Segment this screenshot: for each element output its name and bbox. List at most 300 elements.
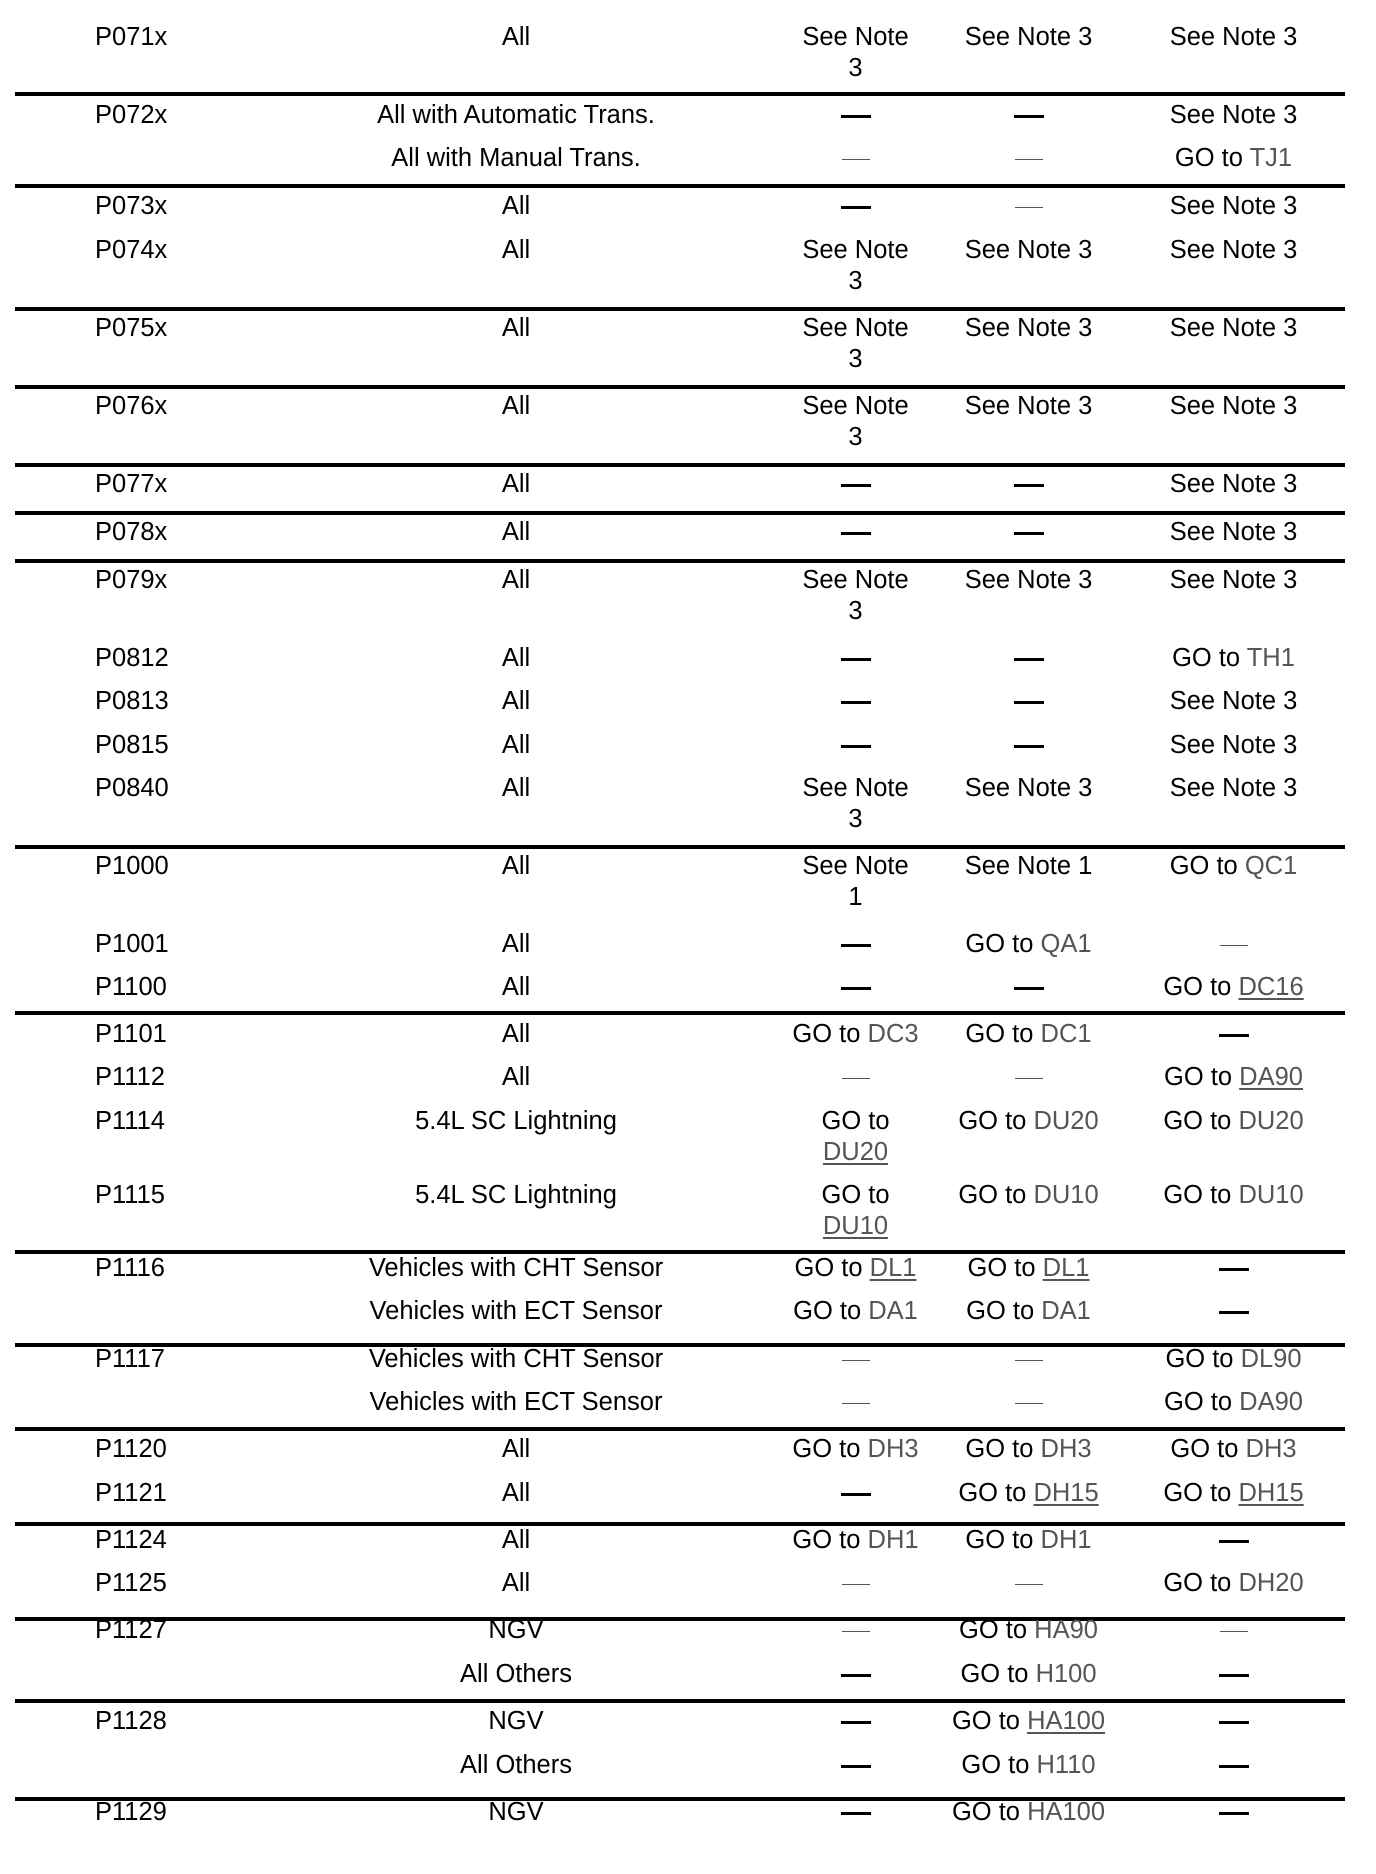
application-cell: NGV	[488, 1707, 544, 1735]
test-continuous-cell	[1125, 773, 1342, 804]
test-kora-cell	[935, 143, 1122, 174]
not-applicable-dash	[1014, 658, 1044, 661]
test-kora-cell	[935, 391, 1122, 422]
dtc-code: P1125	[95, 1569, 167, 1597]
pinpoint-test-ref: DA1	[1041, 1297, 1091, 1325]
dtc-code: P071x	[95, 23, 168, 51]
application-cell: Vehicles with ECT Sensor	[369, 1297, 663, 1325]
test-kora-cell	[935, 1180, 1122, 1211]
test-koeo-cell	[779, 565, 932, 627]
test-koeo-cell	[779, 1659, 932, 1690]
test-kora-cell	[935, 1387, 1122, 1418]
go-to-text: GO to	[1163, 1569, 1232, 1597]
test-kora-cell	[935, 730, 1122, 761]
dtc-code: P076x	[95, 392, 168, 420]
pinpoint-test-ref: DU20	[1238, 1107, 1304, 1135]
test-continuous-cell	[1125, 1387, 1342, 1418]
test-kora-cell	[935, 1750, 1122, 1781]
not-applicable-dash	[1014, 532, 1044, 535]
test-koeo-cell	[779, 1387, 932, 1418]
test-continuous-cell	[1125, 643, 1342, 674]
not-applicable-dash	[842, 1360, 870, 1361]
test-koeo-cell	[779, 1568, 932, 1599]
test-koeo-cell	[779, 1253, 932, 1284]
application-cell: All	[501, 1020, 531, 1048]
pinpoint-test-ref: DA90	[1239, 1388, 1303, 1416]
not-applicable-dash	[1014, 987, 1044, 990]
dtc-code: P0812	[95, 644, 169, 672]
test-koeo-cell	[779, 235, 932, 297]
test-continuous-cell	[1125, 1615, 1342, 1646]
go-to-text: GO to	[966, 1297, 1035, 1325]
go-to-text: GO to	[792, 1526, 861, 1554]
dtc-code: P074x	[95, 236, 168, 264]
dtc-code: P0813	[95, 687, 169, 715]
test-kora-cell	[935, 1296, 1122, 1327]
test-kora-cell	[935, 1706, 1122, 1737]
test-kora-cell	[935, 22, 1122, 53]
application-cell: All	[501, 973, 531, 1001]
go-to-text: GO to	[792, 1435, 861, 1463]
row-rule	[15, 307, 1345, 311]
application-cell: All	[501, 852, 531, 880]
test-koeo-cell	[779, 1344, 932, 1375]
application-cell: 5.4L SC Lightning	[415, 1107, 617, 1135]
test-kora-cell	[935, 565, 1122, 596]
test-continuous-cell	[1125, 1525, 1342, 1556]
test-kora-cell	[935, 100, 1122, 131]
pinpoint-test-link[interactable]: DU20	[822, 1138, 889, 1166]
application-cell: All	[501, 470, 531, 498]
application-cell: All with Manual Trans.	[391, 144, 641, 172]
go-to-text: GO to	[961, 1751, 1030, 1779]
pinpoint-test-ref: DH1	[1040, 1526, 1092, 1554]
application-cell: All	[501, 518, 531, 546]
dtc-code: P1117	[95, 1345, 165, 1373]
test-koeo-cell	[779, 972, 932, 1003]
test-koeo-cell	[779, 1296, 932, 1327]
not-applicable-dash	[841, 987, 871, 990]
see-note-text: See Note 3	[802, 236, 909, 295]
pinpoint-test-ref: DA1	[868, 1297, 918, 1325]
not-applicable-dash	[842, 159, 870, 160]
go-to-text: GO to	[1163, 1479, 1232, 1507]
test-kora-cell	[935, 1106, 1122, 1137]
see-note-text: See Note 3	[802, 314, 909, 373]
application-cell: All	[501, 392, 531, 420]
not-applicable-dash	[841, 1493, 871, 1496]
test-kora-cell	[935, 1344, 1122, 1375]
pinpoint-test-ref: DH3	[1040, 1435, 1092, 1463]
test-kora-cell	[935, 686, 1122, 717]
dtc-code: P1001	[95, 930, 169, 958]
not-applicable-dash	[842, 1078, 870, 1079]
test-continuous-cell	[1125, 1344, 1342, 1375]
row-rule	[15, 845, 1345, 849]
test-kora-cell	[935, 1478, 1122, 1509]
pinpoint-test-ref: DU10	[1238, 1181, 1304, 1209]
not-applicable-dash	[1014, 115, 1044, 118]
test-kora-cell	[935, 1019, 1122, 1050]
test-koeo-cell	[779, 100, 932, 131]
test-continuous-cell	[1125, 1659, 1342, 1690]
dtc-code: P1112	[95, 1063, 165, 1091]
go-to-text: GO to	[1163, 1107, 1232, 1135]
application-cell: All	[501, 236, 531, 264]
see-note-text: See Note 3	[802, 23, 909, 82]
go-to-text: GO to	[1163, 973, 1232, 1001]
test-continuous-cell	[1125, 1062, 1342, 1093]
see-note-text: See Note 3	[1169, 518, 1298, 546]
test-koeo-cell	[779, 1706, 932, 1737]
not-applicable-dash	[1219, 1034, 1249, 1037]
see-note-text: See Note 3	[1169, 566, 1298, 594]
go-to-text: GO to	[967, 1254, 1036, 1282]
test-continuous-cell	[1125, 1706, 1342, 1737]
not-applicable-dash	[1220, 1631, 1248, 1632]
not-applicable-dash	[841, 1721, 871, 1724]
see-note-text: See Note 3	[1169, 774, 1298, 802]
test-continuous-cell	[1125, 686, 1342, 717]
not-applicable-dash	[1219, 1311, 1249, 1314]
see-note-text: See Note 1	[802, 852, 909, 911]
see-note-text: See Note 3	[1169, 392, 1298, 420]
test-kora-cell	[935, 643, 1122, 674]
see-note-text: See Note 3	[1169, 731, 1298, 759]
dtc-code: P1124	[95, 1526, 167, 1554]
test-koeo-cell	[779, 1106, 932, 1168]
test-continuous-cell	[1125, 517, 1342, 548]
dtc-code: P1129	[95, 1798, 167, 1826]
see-note-text: See Note 3	[964, 23, 1093, 51]
go-to-text: GO to	[1165, 1345, 1234, 1373]
test-continuous-cell	[1125, 565, 1342, 596]
pinpoint-test-link[interactable]: DL1	[869, 1254, 917, 1282]
go-to-text: GO to	[1169, 852, 1238, 880]
test-continuous-cell	[1125, 1019, 1342, 1050]
test-koeo-cell	[779, 391, 932, 453]
test-continuous-cell	[1125, 1478, 1342, 1509]
test-koeo-cell	[779, 1019, 932, 1050]
test-kora-cell	[935, 1797, 1122, 1828]
application-cell: All Others	[460, 1660, 572, 1688]
test-koeo-cell	[779, 1180, 932, 1242]
test-continuous-cell	[1125, 851, 1342, 882]
dtc-code: P073x	[95, 192, 168, 220]
see-note-text: See Note 3	[964, 314, 1093, 342]
test-koeo-cell	[779, 143, 932, 174]
test-koeo-cell	[779, 643, 932, 674]
go-to-text: GO to	[794, 1254, 863, 1282]
dtc-code: P1116	[95, 1254, 165, 1282]
dtc-code: P1101	[95, 1020, 167, 1048]
not-applicable-dash	[1219, 1812, 1249, 1815]
row-rule	[15, 184, 1345, 188]
not-applicable-dash	[841, 1674, 871, 1677]
test-koeo-cell	[779, 1478, 932, 1509]
pinpoint-test-link[interactable]: HA100	[1027, 1707, 1106, 1735]
test-kora-cell	[935, 929, 1122, 960]
not-applicable-dash	[842, 1584, 870, 1585]
row-rule	[15, 463, 1345, 467]
see-note-text: See Note 3	[1169, 470, 1298, 498]
not-applicable-dash	[1220, 945, 1248, 946]
test-continuous-cell	[1125, 1180, 1342, 1211]
row-rule	[15, 511, 1345, 515]
test-kora-cell	[935, 1568, 1122, 1599]
test-continuous-cell	[1125, 1106, 1342, 1137]
dtc-code: P0840	[95, 774, 169, 802]
go-to-text: GO to	[951, 1798, 1020, 1826]
pinpoint-test-ref: DU10	[1033, 1181, 1099, 1209]
test-koeo-cell	[779, 851, 932, 913]
row-rule	[15, 92, 1345, 96]
not-applicable-dash	[841, 745, 871, 748]
pinpoint-test-ref: DC3	[867, 1020, 919, 1048]
test-continuous-cell	[1125, 1296, 1342, 1327]
test-continuous-cell	[1125, 22, 1342, 53]
test-continuous-cell	[1125, 1434, 1342, 1465]
not-applicable-dash	[1219, 1540, 1249, 1543]
application-cell: All	[501, 1569, 531, 1597]
go-to-text: GO to	[958, 1107, 1027, 1135]
test-continuous-cell	[1125, 100, 1342, 131]
dtc-code: P1120	[95, 1435, 167, 1463]
application-cell: All	[501, 930, 531, 958]
application-cell: All	[501, 23, 531, 51]
not-applicable-dash	[1219, 1268, 1249, 1271]
dtc-code: P1115	[95, 1181, 165, 1209]
test-koeo-cell	[779, 929, 932, 960]
not-applicable-dash	[841, 701, 871, 704]
not-applicable-dash	[842, 1403, 870, 1404]
dtc-code: P0815	[95, 731, 169, 759]
see-note-text: See Note 3	[802, 566, 909, 625]
not-applicable-dash	[841, 115, 871, 118]
test-kora-cell	[935, 1615, 1122, 1646]
go-to-text: GO to	[958, 1479, 1027, 1507]
see-note-text: See Note 3	[1169, 192, 1298, 220]
test-koeo-cell	[779, 773, 932, 835]
application-cell: Vehicles with ECT Sensor	[369, 1388, 663, 1416]
not-applicable-dash	[841, 484, 871, 487]
application-cell: All	[501, 774, 531, 802]
go-to-text: GO to	[1172, 644, 1241, 672]
see-note-text: See Note 3	[964, 566, 1093, 594]
test-koeo-cell	[779, 1615, 932, 1646]
pinpoint-test-ref: QC1	[1244, 852, 1298, 880]
application-cell: Vehicles with CHT Sensor	[368, 1254, 664, 1282]
test-continuous-cell	[1125, 972, 1342, 1003]
pinpoint-test-ref: DU20	[1033, 1107, 1099, 1135]
not-applicable-dash	[1014, 701, 1044, 704]
see-note-text: See Note 3	[964, 236, 1093, 264]
pinpoint-test-ref: H110	[1036, 1751, 1096, 1779]
application-cell: All	[501, 731, 531, 759]
test-kora-cell	[935, 191, 1122, 222]
dtc-code: P1100	[95, 973, 167, 1001]
test-continuous-cell	[1125, 469, 1342, 500]
dtc-code: P078x	[95, 518, 168, 546]
not-applicable-dash	[1219, 1674, 1249, 1677]
pinpoint-test-link[interactable]: DH15	[1033, 1479, 1099, 1507]
pinpoint-test-ref: DH3	[867, 1435, 919, 1463]
not-applicable-dash	[841, 1812, 871, 1815]
see-note-text: See Note 1	[964, 852, 1093, 880]
not-applicable-dash	[1015, 159, 1043, 160]
not-applicable-dash	[1219, 1721, 1249, 1724]
test-kora-cell	[935, 1525, 1122, 1556]
dtc-code: P1000	[95, 852, 169, 880]
go-to-text: GO to	[958, 1181, 1027, 1209]
test-koeo-cell	[779, 1750, 932, 1781]
pinpoint-test-ref: DL90	[1240, 1345, 1302, 1373]
test-kora-cell	[935, 851, 1122, 882]
see-note-text: See Note 3	[964, 774, 1093, 802]
test-kora-cell	[935, 469, 1122, 500]
not-applicable-dash	[1015, 1360, 1043, 1361]
test-koeo-cell	[779, 517, 932, 548]
application-cell: All	[501, 1479, 531, 1507]
pinpoint-test-link[interactable]: DA90	[1239, 1063, 1303, 1091]
test-continuous-cell	[1125, 1750, 1342, 1781]
see-note-text: See Note 3	[802, 392, 909, 451]
pinpoint-test-link[interactable]: DC16	[1238, 973, 1304, 1001]
application-cell: NGV	[488, 1616, 544, 1644]
application-cell: 5.4L SC Lightning	[415, 1181, 617, 1209]
not-applicable-dash	[1219, 1765, 1249, 1768]
not-applicable-dash	[842, 1631, 870, 1632]
go-to-text: GO to	[965, 1020, 1034, 1048]
application-cell: All	[501, 566, 531, 594]
go-to-text: GO to	[1164, 1388, 1233, 1416]
pinpoint-test-ref: H100	[1035, 1660, 1097, 1688]
see-note-text: See Note 3	[1169, 236, 1298, 264]
go-to-text: GO to	[965, 1526, 1034, 1554]
not-applicable-dash	[1015, 1403, 1043, 1404]
row-rule	[15, 1011, 1345, 1015]
test-kora-cell	[935, 1659, 1122, 1690]
test-koeo-cell	[779, 313, 932, 375]
not-applicable-dash	[1014, 484, 1044, 487]
go-to-text: GO to	[792, 1020, 861, 1048]
test-koeo-cell	[779, 730, 932, 761]
dtc-code: P1127	[95, 1616, 167, 1644]
test-kora-cell	[935, 235, 1122, 266]
see-note-text: See Note 3	[802, 774, 909, 833]
test-koeo-cell	[779, 686, 932, 717]
test-continuous-cell	[1125, 143, 1342, 174]
test-continuous-cell	[1125, 1253, 1342, 1284]
application-cell: All Others	[460, 1751, 572, 1779]
dtc-code: P1128	[95, 1707, 167, 1735]
dtc-code: P1114	[95, 1107, 165, 1135]
test-koeo-cell	[779, 1797, 932, 1828]
see-note-text: See Note 3	[1169, 23, 1298, 51]
test-continuous-cell	[1125, 391, 1342, 422]
pinpoint-test-ref: HA100	[1027, 1798, 1106, 1826]
go-to-text: GO to	[1164, 1063, 1233, 1091]
row-rule	[15, 385, 1345, 389]
application-cell: All	[501, 1063, 531, 1091]
not-applicable-dash	[1015, 207, 1043, 208]
application-cell: All	[501, 1435, 531, 1463]
go-to-text: GO to	[1170, 1435, 1239, 1463]
go-to-text: GO to	[965, 930, 1034, 958]
dtc-code: P072x	[95, 101, 168, 129]
go-to-text: GO to	[793, 1297, 862, 1325]
pinpoint-test-link[interactable]: DL1	[1042, 1254, 1090, 1282]
test-koeo-cell	[779, 22, 932, 84]
not-applicable-dash	[841, 944, 871, 947]
application-cell: Vehicles with CHT Sensor	[368, 1345, 664, 1373]
application-cell: All	[501, 192, 531, 220]
test-koeo-cell	[779, 1525, 932, 1556]
test-continuous-cell	[1125, 191, 1342, 222]
test-koeo-cell	[779, 191, 932, 222]
application-cell: All with Automatic Trans.	[377, 101, 655, 129]
see-note-text: See Note 3	[1169, 101, 1298, 129]
go-to-text: GO to	[1163, 1181, 1232, 1209]
dtc-code: P075x	[95, 314, 168, 342]
not-applicable-dash	[841, 1765, 871, 1768]
not-applicable-dash	[1015, 1584, 1043, 1585]
pinpoint-test-ref: DC1	[1040, 1020, 1092, 1048]
go-to-text: GO to	[965, 1435, 1034, 1463]
pinpoint-test-link[interactable]: DH15	[1238, 1479, 1304, 1507]
application-cell: All	[501, 314, 531, 342]
test-kora-cell	[935, 972, 1122, 1003]
pinpoint-test-ref: TJ1	[1249, 144, 1293, 172]
pinpoint-test-ref: DH20	[1238, 1569, 1304, 1597]
test-kora-cell	[935, 517, 1122, 548]
application-cell: All	[501, 1526, 531, 1554]
go-to-text: GO to	[960, 1660, 1029, 1688]
not-applicable-dash	[841, 658, 871, 661]
test-kora-cell	[935, 1062, 1122, 1093]
pinpoint-test-ref: QA1	[1040, 930, 1092, 958]
see-note-text: See Note 3	[1169, 314, 1298, 342]
test-kora-cell	[935, 313, 1122, 344]
go-to-text: GO to	[1174, 144, 1243, 172]
test-koeo-cell	[779, 1062, 932, 1093]
pinpoint-test-ref: TH1	[1246, 644, 1295, 672]
test-koeo-cell	[779, 469, 932, 500]
test-continuous-cell	[1125, 235, 1342, 266]
application-cell: NGV	[488, 1798, 544, 1826]
row-rule	[15, 1427, 1345, 1431]
pinpoint-test-ref: HA90	[1034, 1616, 1098, 1644]
test-koeo-cell	[779, 1434, 932, 1465]
test-kora-cell	[935, 1434, 1122, 1465]
application-cell: All	[501, 687, 531, 715]
not-applicable-dash	[1014, 745, 1044, 748]
not-applicable-dash	[841, 206, 871, 209]
not-applicable-dash	[841, 532, 871, 535]
see-note-text: See Note 3	[964, 392, 1093, 420]
test-kora-cell	[935, 1253, 1122, 1284]
go-to-text: GO to	[821, 1181, 890, 1209]
go-to-text: GO to	[821, 1107, 890, 1135]
row-rule	[15, 1699, 1345, 1703]
see-note-text: See Note 3	[1169, 687, 1298, 715]
pinpoint-test-link[interactable]: DU10	[822, 1212, 889, 1240]
test-kora-cell	[935, 773, 1122, 804]
go-to-text: GO to	[951, 1707, 1020, 1735]
test-continuous-cell	[1125, 929, 1342, 960]
test-continuous-cell	[1125, 1568, 1342, 1599]
dtc-code: P1121	[95, 1479, 167, 1507]
